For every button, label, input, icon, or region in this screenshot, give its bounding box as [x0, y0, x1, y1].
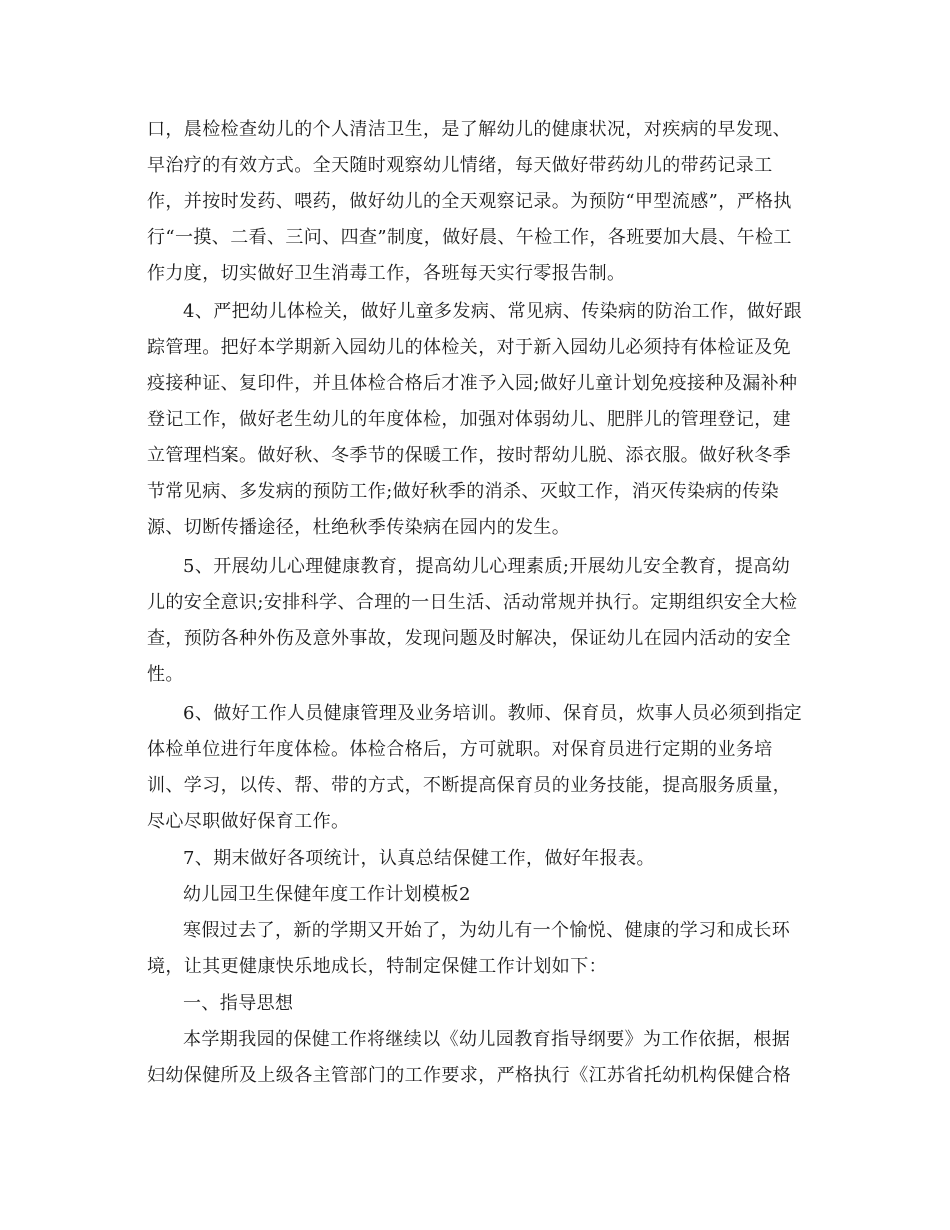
text-line: 性。: [147, 664, 184, 685]
text-line: 节常见病、多发病的预防工作;做好秋季的消杀、灭蚊工作，消灭传染病的传染: [147, 481, 780, 502]
text-line: 早治疗的有效方式。全天随时观察幼儿情绪，每天做好带药幼儿的带药记录工: [147, 155, 773, 176]
text-line: 踪管理。把好本学期新入园幼儿的体检关，对于新入园幼儿必须持有体检证及免: [147, 337, 791, 358]
text-line: 体检单位进行年度体检。体检合格后，方可就职。对保育员进行定期的业务培: [147, 739, 773, 760]
section-title: 幼儿园卫生保健年度工作计划模板2: [183, 884, 471, 905]
text-line: 尽心尽职做好保育工作。: [147, 811, 350, 832]
text-line: 行“一摸、二看、三问、四查”制度，做好晨、午检工作，各班要加大晨、午检工: [147, 227, 792, 248]
guiding-paragraph-start: 本学期我园的保健工作将继续以《幼儿园教育指导纲要》为工作依据，根据: [183, 1029, 791, 1050]
intro-paragraph-start: 寒假过去了，新的学期又开始了，为幼儿有一个愉悦、健康的学习和成长环: [183, 920, 791, 941]
paragraph-5-start: 5、开展幼儿心理健康教育，提高幼儿心理素质;开展幼儿安全教育，提高幼: [183, 556, 791, 577]
text-line: 源、切断传播途径，杜绝秋季传染病在园内的发生。: [147, 517, 571, 538]
paragraph-4-start: 4、严把幼儿体检关，做好儿童多发病、常见病、传染病的防治工作，做好跟: [183, 301, 803, 322]
text-line: 训、学习，以传、帮、带的方式，不断提高保育员的业务技能，提高服务质量，: [147, 775, 791, 796]
text-line: 作力度，切实做好卫生消毒工作，各班每天实行零报告制。: [147, 263, 626, 284]
text-line: 儿的安全意识;安排科学、合理的一日生活、活动常规并执行。定期组织安全大检: [147, 592, 798, 613]
section-heading: 一、指导思想: [183, 993, 294, 1014]
text-line: 登记工作，做好老生幼儿的年度体检，加强对体弱幼儿、肥胖儿的管理登记，建: [147, 409, 791, 430]
text-line: 妇幼保健所及上级各主管部门的工作要求，严格执行《江苏省托幼机构保健合格: [147, 1065, 791, 1086]
text-line: 立管理档案。做好秋、冬季节的保暖工作，按时帮幼儿脱、添衣服。做好秋冬季: [147, 445, 791, 466]
text-line: 作，并按时发药、喂药，做好幼儿的全天观察记录。为预防“甲型流感”，严格执: [147, 191, 792, 212]
text-line: 口，晨检检查幼儿的个人清洁卫生，是了解幼儿的健康状况，对疾病的早发现、: [147, 119, 791, 140]
paragraph-7: 7、期末做好各项统计，认真总结保健工作，做好年报表。: [183, 848, 655, 869]
text-line: 查，预防各种外伤及意外事故，发现问题及时解决，保证幼儿在园内活动的安全: [147, 628, 791, 649]
text-line: 境，让其更健康快乐地成长，特制定保健工作计划如下：: [147, 956, 607, 977]
text-line: 疫接种证、复印件，并且体检合格后才准予入园;做好儿童计划免疫接种及漏补种: [147, 373, 798, 394]
paragraph-6-start: 6、做好工作人员健康管理及业务培训。教师、保育员，炊事人员必须到指定: [183, 703, 803, 724]
